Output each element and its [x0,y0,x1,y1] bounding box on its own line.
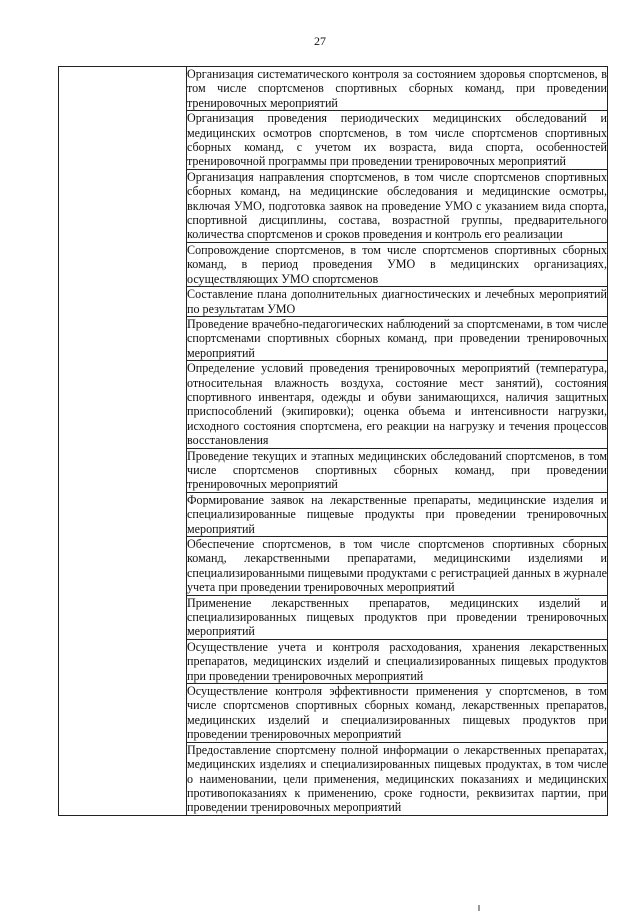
table-row [59,67,608,111]
table-cell: Проведение врачебно-педагогических наблюдений за спортсменами, в том числе спортсменами спортивных сборных команд, при проведении тренировочных мероприятий [187,316,607,360]
page-number: 27 [314,34,326,48]
table-cell: Сопровождение спортсменов, в том числе спортсменов спортивных сборных команд, в период проведения УМО в медицинских организациях, осуществляющих УМО спортсменов [187,242,607,286]
table-cell: Составление плана дополнительных диагностических и лечебных мероприятий по результатам УМО [187,287,607,316]
table-cell: Обеспечение спортсменов, в том числе спортсменов спортивных сборных команд, лекарственными препаратами, медицинскими изделиями и специализированными пищевыми продуктами с регистрацией данных в журнале учета при проведении тренировочных мероприятий [187,537,607,595]
scan-artifact-mark [478,905,480,911]
labor-functions-table [58,66,608,816]
table-cell: Предоставление спортсмену полной информации о лекарственных препаратах, медицинских изделиях и специализированных пищевых продуктах, в том числе о наименовании, цели применения, медицинских показаниях и медицинских противопоказаниях к применению, сроке годности, реквизитах партии, при проведении тренировочных мероприятий [187,742,607,815]
table-cell: Организация проведения периодических медицинских обследований и медицинских осмотров спортсменов, в том числе спортсменов спортивных сборных команд, с учетом их возраста, вида спорта, особенностей тренировочной программы при проведении тренировочных мероприятий [187,111,607,169]
table-cell: Определение условий проведения тренировочных мероприятий (температура, относительная влажность воздуха, состояние мест занятий), состояния спортивного инвентаря, одежды и обуви занимающихся, наличия защитных приспособлений (экипировки); оценка объема и интенсивности нагрузки, исходного состояния спортсмена, его реакции на нагрузку и течения процессов восстановления [187,361,607,448]
table-cell: Применение лекарственных препаратов, медицинских изделий и специализированных пищевых продуктов при проведении тренировочных мероприятий [187,595,607,639]
table-cell: Организация направления спортсменов, в том числе спортсменов спортивных сборных команд, на медицинские обследования и медицинские осмотры, включая УМО, подготовка заявок на проведение УМО с указанием вида спорта, спортивной дисциплины, состава, возрастной группы, предварительного количества спортсменов и сроков проведения и контроль его реализации [187,169,607,242]
table-cell: Проведение текущих и этапных медицинских обследований спортсменов, в том числе спортсменов спортивных сборных команд, при проведении тренировочных мероприятий [187,448,607,492]
merged-empty-cell [59,67,187,816]
table-cell: Осуществление учета и контроля расходования, хранения лекарственных препаратов, медицинских изделий и специализированных пищевых продуктов при проведении тренировочных мероприятий [187,639,607,683]
table-cell: Формирование заявок на лекарственные препараты, медицинские изделия и специализированные пищевые продукты при проведении тренировочных мероприятий [187,492,607,536]
table-cell: Организация систематического контроля за состоянием здоровья спортсменов, в том числе спортсменов спортивных сборных команд, при проведении тренировочных мероприятий [187,67,607,110]
table-cell: Осуществление контроля эффективности применения у спортсменов, в том числе спортсменов спортивных сборных команд, лекарственных препаратов, медицинских изделий и специализированных пищевых продуктов при проведении тренировочных мероприятий [187,684,607,742]
